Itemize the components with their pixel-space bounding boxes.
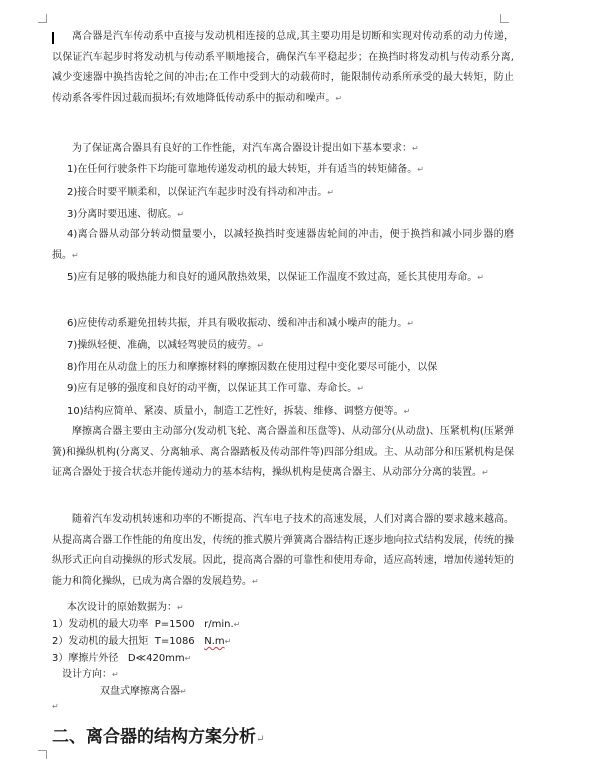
section-heading[interactable]: 二、离合器的结构方案分析↵ [52, 727, 265, 747]
data-item-unit: r/min. [204, 619, 234, 630]
requirement-item[interactable]: 2)接合时要平顺柔和，以保证汽车起步时没有抖动和冲击。↵ [67, 187, 334, 198]
requirements-intro[interactable]: 为了保证离合器具有良好的工作性能，对汽车离合器设计提出如下基本要求：↵ [72, 143, 419, 154]
design-direction-value[interactable]: 双盘式摩擦离合器↵ [100, 686, 187, 697]
empty-paragraph-mark: ↵ [52, 702, 59, 711]
requirement-item[interactable]: 3)分离时要迅速、彻底。↵ [67, 209, 184, 220]
data-item-power[interactable]: 1）发动机的最大功率 P=1500 r/min.↵ [52, 619, 241, 630]
requirement-item[interactable]: 8)作用在从动盘上的压力和摩擦材料的摩擦因数在使用过程中变化要尽可能小，以保 [67, 362, 438, 373]
data-item-value: T=1086 [154, 636, 195, 647]
crop-mark-bottom-left [38, 750, 47, 759]
requirement-item[interactable]: 4)离合器从动部分转动惯量要小，以减轻换挡时变速器齿轮间的冲击，便于换挡和减小同步器的磨损。↵ [52, 229, 514, 261]
data-intro[interactable]: 本次设计的原始数据为：↵ [67, 602, 184, 613]
data-item-value: P=1500 [154, 619, 195, 630]
requirement-item[interactable]: 5)应有足够的吸热能力和良好的通风散热效果，以保证工作温度不致过高，延长其使用寿命。↵ [67, 272, 484, 283]
requirement-item[interactable]: 1)在任何行驶条件下均能可靠地传递发动机的最大转矩，并有适当的转矩储备。↵ [67, 164, 424, 175]
design-direction-label[interactable]: 设计方向：↵ [62, 669, 119, 680]
structure-paragraph[interactable]: 摩擦离合器主要由主动部分(发动机飞轮、离合器盖和压盘等)、从动部分(从动盘)、压紧机构(压紧弹簧)和操纵机构(分离叉、分离轴承、离合器踏板及传动部件等)四部分组成。主、从动部分和压紧机构是保证离合器处于接合状态并能传递动力的基本结构，操纵机构是使离合器主、从动部分分离的装置。↵ [52, 426, 514, 478]
intro-paragraph[interactable]: 离合器是汽车传动系中直接与发动机相连接的总成,其主要功用是切断和实现对传动系的动力传递，以保证汽车起步时将发动机与传动系平顺地接合，确保汽车平稳起步；在换挡时将发动机与传动系分离,减少变速器中换挡齿轮之间的冲击;在工作中受到大的动载荷时，能限制传动系所承受的最大转矩，防止传动系各零件因过载而损坏;有效地降低传动系中的振动和噪声。↵ [52, 31, 514, 104]
crop-mark-top-right [500, 14, 509, 23]
trend-paragraph[interactable]: 随着汽车发动机转速和功率的不断提高、汽车电子技术的高速发展，人们对离合器的要求越来越高。从提高离合器工作性能的角度出发，传统的推式膜片弹簧离合器结构正逐步地向拉式结构发展，传统的操纵形式正向自动操纵的形式发展。因此，提高离合器的可靠性和使用寿命，适应高转速，增加传递转矩的能力和简化操纵，已成为离合器的发展趋势。↵ [52, 514, 514, 587]
data-item-diameter[interactable]: 3）摩擦片外径 D≪420mm↵ [52, 653, 192, 664]
data-item-label: 1）发动机的最大功率 [52, 619, 149, 630]
data-item-label: 3）摩擦片外径 [52, 653, 119, 664]
requirement-item[interactable]: 10)结构应简单、紧凑、质量小，制造工艺性好，拆装、维修、调整方便等。↵ [67, 406, 411, 417]
data-item-label: 2）发动机的最大扭矩 [52, 636, 149, 647]
data-item-value: D≪420mm [127, 653, 185, 664]
requirement-item[interactable]: 7)操纵轻便、准确，以减轻驾驶员的疲劳。↵ [67, 340, 264, 351]
requirement-item[interactable]: 6)应使传动系避免扭转共振，并具有吸收振动、缓和冲击和减小噪声的能力。↵ [67, 318, 414, 329]
requirement-item[interactable]: 9)应有足够的强度和良好的动平衡，以保证其工作可靠、寿命长。↵ [67, 383, 364, 394]
data-item-unit: N.m [204, 636, 225, 647]
data-item-torque[interactable]: 2）发动机的最大扭矩 T=1086 N.m↵ [52, 636, 232, 647]
crop-mark-top-left [38, 14, 47, 23]
